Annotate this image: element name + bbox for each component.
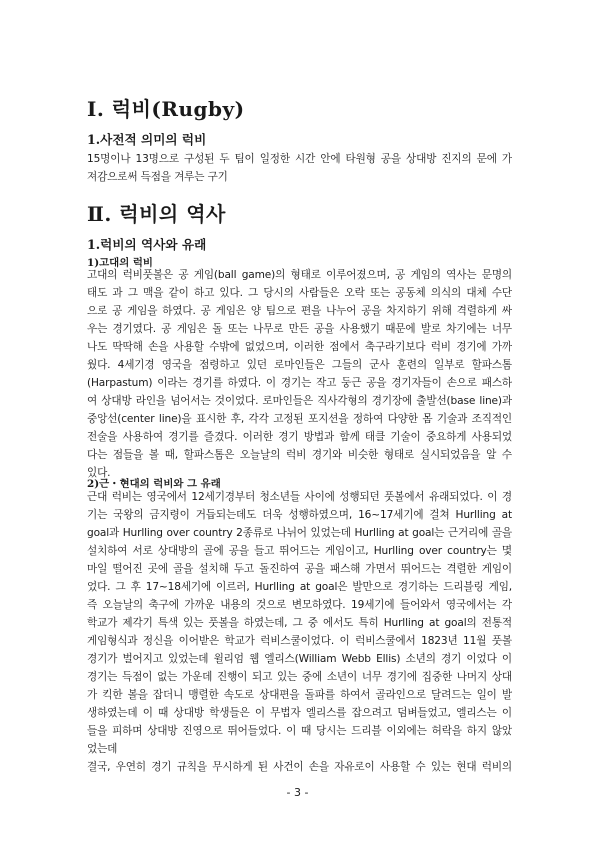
text-line: 있다. — [87, 467, 111, 479]
text-line: 었다. 그 후 17~18세기에 이르러, Hurlling at goal은 발만으로 경기하는 드리블링 게임, — [87, 581, 512, 593]
part-title-ancient-rugby: 1)고대의 럭비 — [87, 257, 153, 269]
text-line: 근대 럭비는 영국에서 12세기경부터 청소년들 사이에 성행되던 풋볼에서 유래되었다. 이 경 — [87, 491, 512, 503]
subsection-title-history-origin: 1.럭비의 역사와 유래 — [87, 237, 207, 252]
text-line: 여 상대방 라인을 넘어서는 것이었다. 로마인들은 직사각형의 경기장에 출발선(base line)과 — [87, 395, 512, 407]
text-line: 었는데 — [87, 743, 118, 755]
paragraph-modern-rugby — [87, 488, 512, 776]
page-number: - 3 - — [286, 786, 309, 799]
text-line: 웠다. 4세기경 영국을 점령하고 있던 로마인들은 그들의 군사 훈련의 일부로 할파스톰 — [87, 359, 512, 371]
text-line: 결국, 우연히 경기 규칙을 무시하게 된 사건이 손을 자유로이 사용할 수 있는 현대 럭비의 — [87, 761, 512, 773]
text-line: 나도 딱딱해 손을 사용할 수밖에 없었으며, 이러한 점에서 축구라기보다 럭비 경기에 가까 — [87, 341, 512, 353]
text-line: 경기는 득점이 없는 가운데 진행이 되고 있는 중에 소년이 너무 경기에 집중한 나머지 상대 — [87, 671, 512, 683]
section-heading-2: Ⅱ. 럭비의 역사 — [87, 202, 226, 226]
subsection-title-dictionary-meaning: 1.사전적 의미의 럭비 — [87, 132, 207, 147]
text-line: 중앙선(center line)을 표시한 후, 각각 고정된 포지션을 정하여 다양한 몸 기술과 조직적인 — [87, 413, 512, 425]
text-line: 설치하여 서로 상대방의 골에 공을 들고 뛰어드는 게임이고, Hurlling over country는 몇 — [87, 545, 512, 557]
text-line: 즉 오늘날의 축구에 가까운 내용의 것으로 변모하였다. 19세기에 들어와서 영국에서는 각 — [87, 599, 512, 611]
text-line: 학교가 제각기 특색 있는 풋볼을 하였는데, 그 중 에서도 특히 Hurlling at goal의 전통적 — [87, 617, 512, 629]
part-title-modern-rugby: 2)근・현대의 럭비와 그 유래 — [87, 478, 221, 490]
text-line: 게임형식과 정신을 이어받은 학교가 럭비스쿨이었다. 이 럭비스쿨에서 1823년 11월 풋볼 — [87, 635, 512, 647]
text-line: 기는 국왕의 금지령이 거듭되는데도 더욱 성행하였으며, 16~17세기에 걸쳐 Hurlling at — [87, 509, 512, 521]
text-line: 져감으로써 득점을 겨루는 구기 — [87, 171, 228, 183]
text-line: 다는 점들을 볼 때, 할파스톰은 오늘날의 럭비 경기와 비슷한 형태로 실시되었음을 알 수 — [87, 449, 512, 461]
text-line: 경기가 벌어지고 있었는데 윌리엄 웹 엘리스(William Webb Ellis) 소년의 경기 이었다 이 — [87, 653, 512, 665]
text-line: 들을 피하며 상대방 진영으로 뛰어들었다. 이 때 당시는 드리블 이외에는 허락을 하지 않았 — [87, 725, 512, 737]
text-line: 우는 경기였다. 공 게임은 돌 또는 나무로 만든 공을 사용했기 때문에 발로 차기에는 너무 — [87, 323, 512, 335]
text-line: 으로 공 게임을 하였다. 공 게임은 양 팀으로 편을 나누어 공을 차지하기 위해 격렬하게 싸 — [87, 305, 512, 317]
text-line: 전술을 사용하여 경기를 즐겼다. 이러한 경기 방법과 함께 태클 기술이 중요하게 사용되었 — [87, 431, 512, 443]
text-line: 태도 과 그 맥을 같이 하고 있다. 그 당시의 사람들은 오락 또는 공동체 의식의 대체 수단 — [87, 287, 512, 299]
text-line: 고대의 럭비풋볼은 공 게임(ball game)의 형태로 이루어졌으며, 공 게임의 역사는 문명의 — [87, 269, 512, 281]
text-line: 생하였는데 이 때 상대방 학생들은 이 무법자 엘리스를 잡으려고 덤벼들었고, 엘리스는 이 — [87, 707, 512, 719]
text-line: 가 킥한 볼을 잡더니 맹렬한 속도로 상대편을 돌파를 하여서 골라인으로 달려드는 일이 발 — [87, 689, 512, 701]
paragraph-ancient-rugby — [87, 266, 512, 482]
section-heading-1: Ⅰ. 럭비(Rugby) — [87, 97, 245, 121]
text-line: goal과 Hurlling over country 2종류로 나뉘어 있었는데 Hurlling at goal는 근거리에 골을 — [87, 527, 512, 539]
paragraph-dictionary-meaning — [87, 150, 512, 186]
text-line: 마일 떨어진 곳에 골을 설치해 두고 돌진하여 공을 패스해 가면서 뛰어드는 격렬한 게임이 — [87, 563, 512, 575]
text-line: (Harpastum) 이라는 경기를 하였다. 이 경기는 작고 둥근 공을 경기자들이 손으로 패스하 — [87, 377, 512, 389]
text-line: 15명이나 13명으로 구성된 두 팀이 일정한 시간 안에 타원형 공을 상대방 진지의 문에 가 — [87, 153, 512, 165]
